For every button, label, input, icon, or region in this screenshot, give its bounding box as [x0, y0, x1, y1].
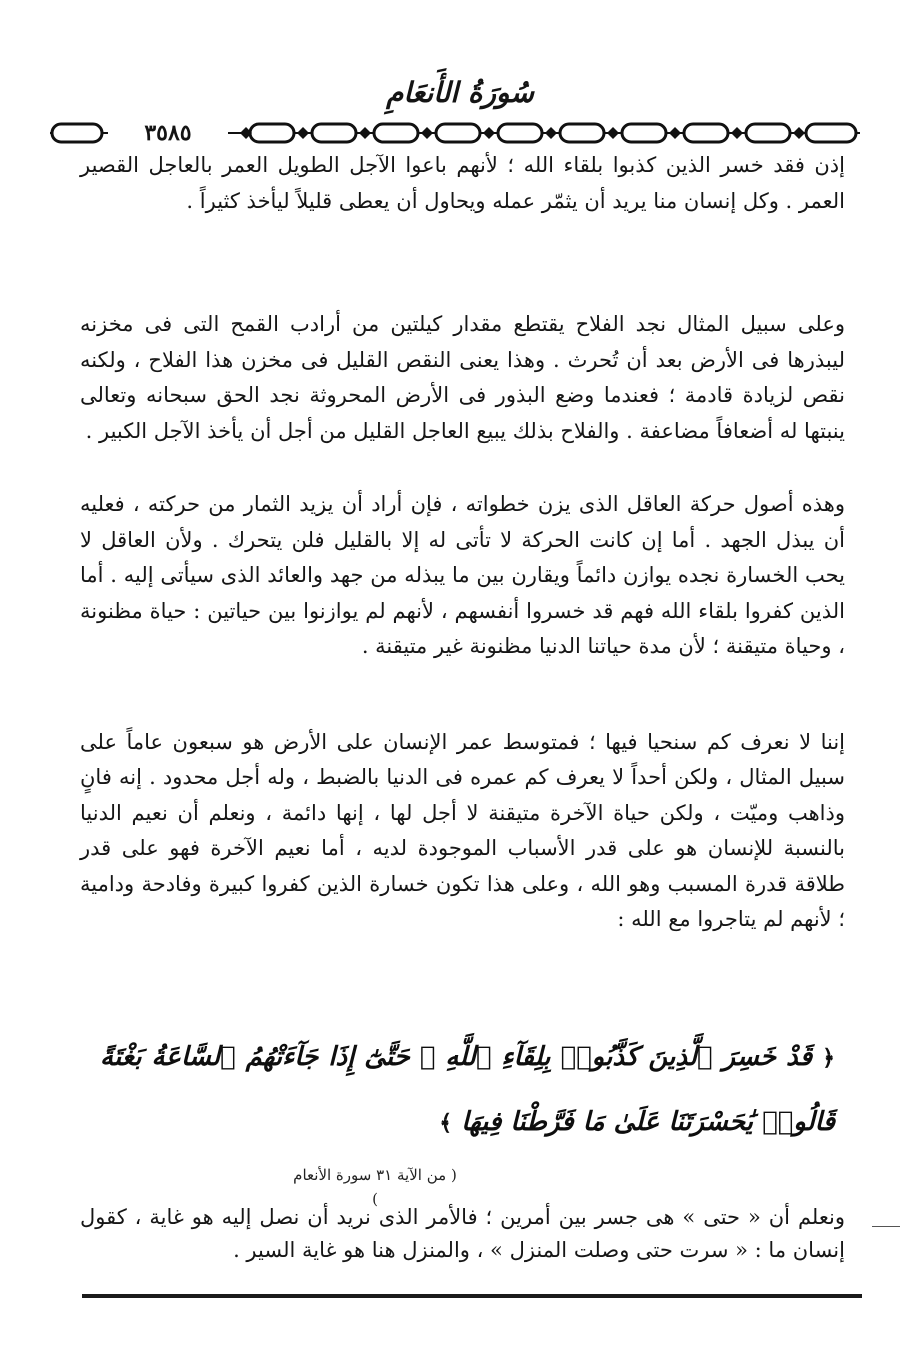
quran-verse: [100, 1025, 835, 1155]
paragraph-4: إننا لا نعرف كم سنحيا فيها ؛ فمتوسط عمر الإنسان على الأرض هو سبعون عاماً على سبيل المثال ، ولكن أحداً لا يعرف كم عمره فى الدنيا بالضبط ، وله أجل محدود . إنه فانٍ وذاهب وميّت ، ولكن حياة الآخرة متيقنة لا أجل لها ، إنها دائمة ، ونعلم أن نعيم الدنيا بالنسبة للإنسان هو على قدر الأسباب الموجودة لديه ، أما نعيم الآخرة فهو على قدر طلاقة قدرة المسبب وهو الله ، وعلى هذا تكون خسارة الذين كفروا كبيرة وفادحة ودامية ؛ لأنهم لم يتاجروا مع الله :: [80, 729, 845, 931]
paragraph-2: وعلى سبيل المثال نجد الفلاح يقتطع مقدار كيلتين من أرادب القمح التى فى مخزنه ليبذرها فى الأرض بعد أن تُحرث . وهذا يعنى النقص القليل فى مخزن هذا الفلاح ، ولكنه نقص لزيادة قادمة ؛ فعندما وضع البذور فى الأرض المحروثة نجد الحق سبحانه وتعالى ينبتها له أضعافاً مضاعفة . والفلاح بذلك يبيع العاجل القليل من أجل أن يأخذ الآجل الكبير .: [80, 312, 845, 443]
body-text: [80, 148, 845, 938]
paragraph-3: وهذه أصول حركة العاقل الذى يزن خطواته ، فإن أراد أن يزيد الثمار من حركته ، فعليه أن يبذل الجهد . أما إن كانت الحركة لا تأتى له إلا بالقليل فلن يتحرك . ولأن العاقل لا يحب الخسارة نجده يوازن دائماً ويقارن بين ما يبذله من جهد والعائد الذى سيأتى إليه . أما الذين كفروا بلقاء الله فهم قد خسروا أنفسهم ، لأنهم لم يوازنوا بين حياتين : حياة مظنونة ، وحياة متيقنة ؛ لأن مدة حياتنا الدنيا مظنونة غير متيقنة .: [80, 492, 845, 658]
closing-paragraph: ونعلم أن « حتى » هى جسر بين أمرين ؛ فالأمر الذى نريد أن نصل إليه هو غاية ، كقول إنسان ما : « سرت حتى وصلت المنزل » ، والمنزل هنا هو غاية السير .: [80, 1205, 845, 1262]
surah-title: سُورَةُ الأَنعَامِ: [386, 76, 534, 109]
decorative-header-band: [50, 118, 860, 148]
paragraph-1: إذن فقد خسر الذين كذبوا بلقاء الله ؛ لأنهم باعوا الآجل الطويل العمر بالعاجل القصير العمر . وكل إنسان منا يريد أن يثمّر عمله ويحاول أن يعطى قليلاً ليأخذ كثيراً .: [80, 153, 845, 213]
page-number: ٣٥٨٥: [108, 118, 228, 148]
footer-rule: [82, 1294, 862, 1298]
verse-text: قَدْ خَسِرَ ٱلَّذِينَ كَذَّبُوا۟ بِلِقَآءِ ٱللَّهِ ۖ حَتَّىٰٓ إِذَا جَآءَتْهُمُ ٱلسَّاعَةُ بَغْتَةً قَالُوا۟ يَٰحَسْرَتَنَا عَلَىٰ مَا فَرَّطْنَا فِيهَا: [100, 1042, 835, 1137]
verse-open-bracket: ﴿: [822, 1045, 835, 1071]
verse-citation: ( من الآية ٣١ سورة الأنعام ): [293, 1166, 457, 1208]
verse-close-bracket: ﴾: [439, 1110, 453, 1136]
margin-mark: [872, 1226, 900, 1227]
